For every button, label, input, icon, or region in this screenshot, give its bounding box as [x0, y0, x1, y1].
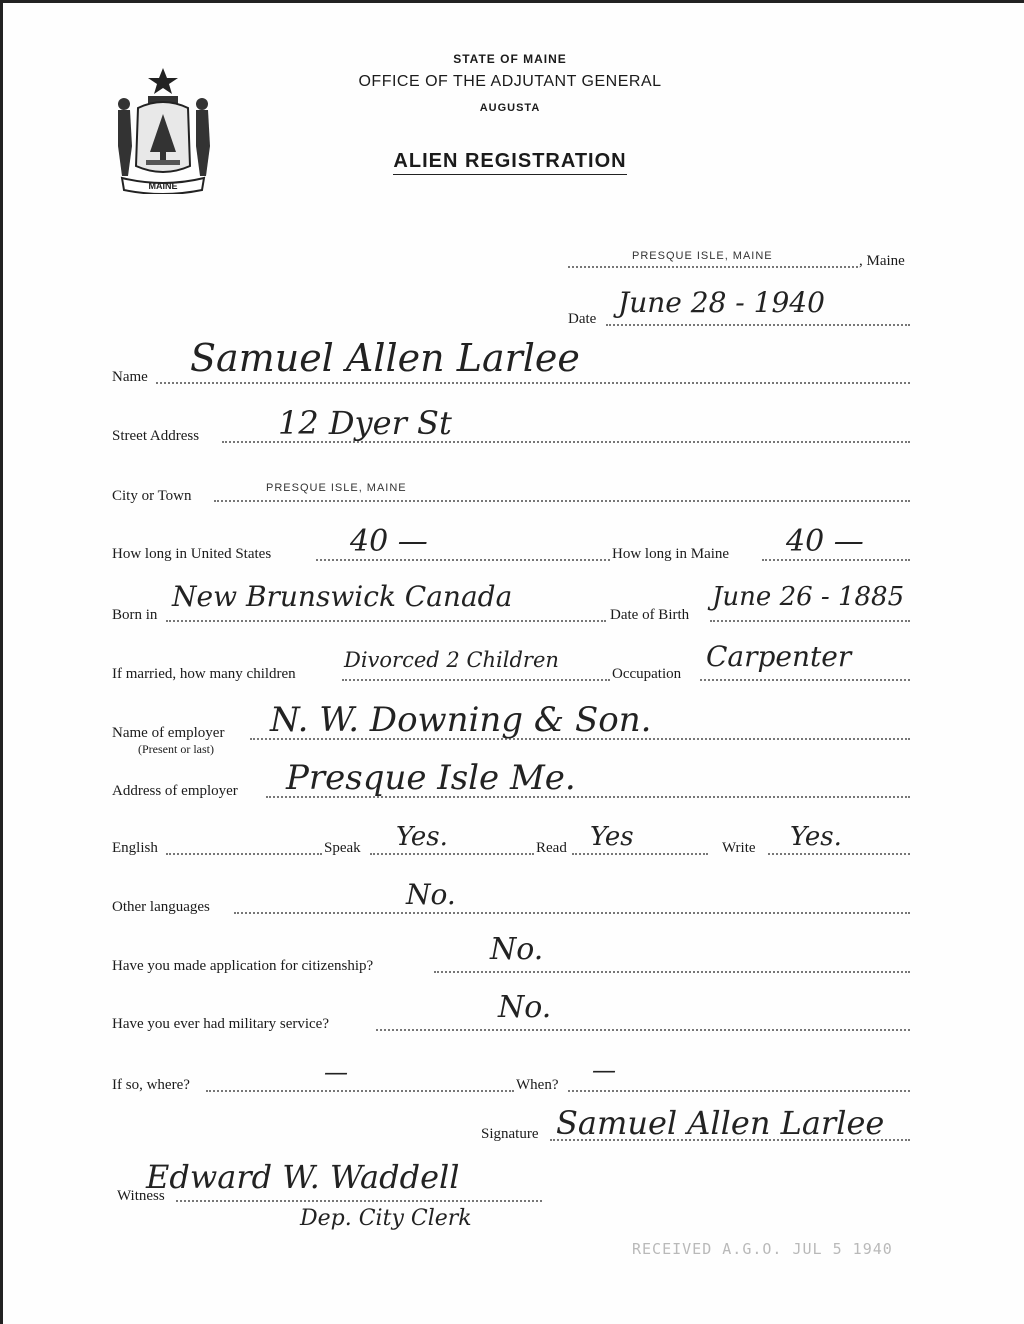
- english-label: English: [112, 840, 158, 856]
- witness-title: Dep. City Clerk: [300, 1206, 472, 1231]
- military-label: Have you ever had military service?: [112, 1016, 329, 1032]
- date-of-birth-label: Date of Birth: [610, 607, 690, 623]
- employer-label: Name of employer: [112, 725, 225, 741]
- maine-seal-icon: [110, 66, 216, 194]
- children-label: If married, how many children: [112, 666, 296, 682]
- other-languages-value: No.: [406, 878, 456, 911]
- employer-value: N. W. Downing & Son.: [270, 700, 652, 740]
- received-stamp: RECEIVED A.G.O. JUL 5 1940: [632, 1240, 893, 1258]
- place-stamp: PRESQUE ISLE, MAINE: [632, 250, 773, 262]
- occupation-label: Occupation: [612, 666, 682, 682]
- how-long-us-value: 40 —: [350, 524, 428, 559]
- city-label: City or Town: [112, 488, 192, 504]
- born-in-label: Born in: [112, 607, 158, 623]
- maine-suffix-label: , Maine: [859, 253, 905, 269]
- street-address-label: Street Address: [112, 428, 200, 444]
- other-languages-label: Other languages: [112, 899, 210, 915]
- write-label: Write: [722, 840, 756, 856]
- how-long-maine-label: How long in Maine: [612, 546, 730, 562]
- header-state: STATE OF MAINE: [453, 52, 567, 66]
- employer-address-label: Address of employer: [112, 783, 238, 799]
- employer-address-value: Presque Isle Me.: [286, 758, 576, 798]
- name-value: Samuel Allen Larlee: [190, 336, 580, 380]
- children-value: Divorced 2 Children: [344, 648, 559, 672]
- citizenship-value: No.: [490, 932, 544, 967]
- where-label: If so, where?: [112, 1077, 190, 1093]
- date-label: Date: [568, 311, 597, 327]
- date-of-birth-value: June 26 - 1885: [712, 582, 905, 612]
- city-stamp: PRESQUE ISLE, MAINE: [266, 482, 407, 494]
- how-long-maine-value: 40 —: [786, 524, 864, 559]
- write-value: Yes.: [790, 822, 842, 852]
- signature-value: Samuel Allen Larlee: [556, 1104, 885, 1142]
- when-label: When?: [516, 1077, 559, 1093]
- read-value: Yes: [590, 822, 634, 852]
- how-long-us-label: How long in United States: [112, 546, 272, 562]
- date-value: June 28 - 1940: [618, 286, 825, 319]
- where-value: —: [324, 1058, 348, 1086]
- header-office: OFFICE OF THE ADJUTANT GENERAL: [358, 73, 662, 90]
- read-label: Read: [536, 840, 567, 856]
- witness-value: Edward W. Waddell: [146, 1158, 460, 1196]
- name-label: Name: [112, 369, 148, 385]
- military-value: No.: [498, 990, 552, 1025]
- occupation-value: Carpenter: [706, 640, 852, 673]
- header-city: AUGUSTA: [479, 102, 541, 114]
- witness-label: Witness: [117, 1188, 165, 1204]
- speak-value: Yes.: [396, 822, 448, 852]
- citizenship-label: Have you made application for citizenship?: [112, 958, 374, 974]
- street-address-value: 12 Dyer St: [278, 404, 452, 442]
- employer-sublabel: (Present or last): [138, 742, 214, 756]
- born-in-value: New Brunswick Canada: [172, 580, 513, 613]
- form-title: ALIEN REGISTRATION: [300, 150, 720, 173]
- signature-label: Signature: [481, 1126, 539, 1142]
- speak-label: Speak: [324, 840, 361, 856]
- seal-banner-text: MAINE: [148, 181, 178, 191]
- when-value: —: [592, 1056, 616, 1084]
